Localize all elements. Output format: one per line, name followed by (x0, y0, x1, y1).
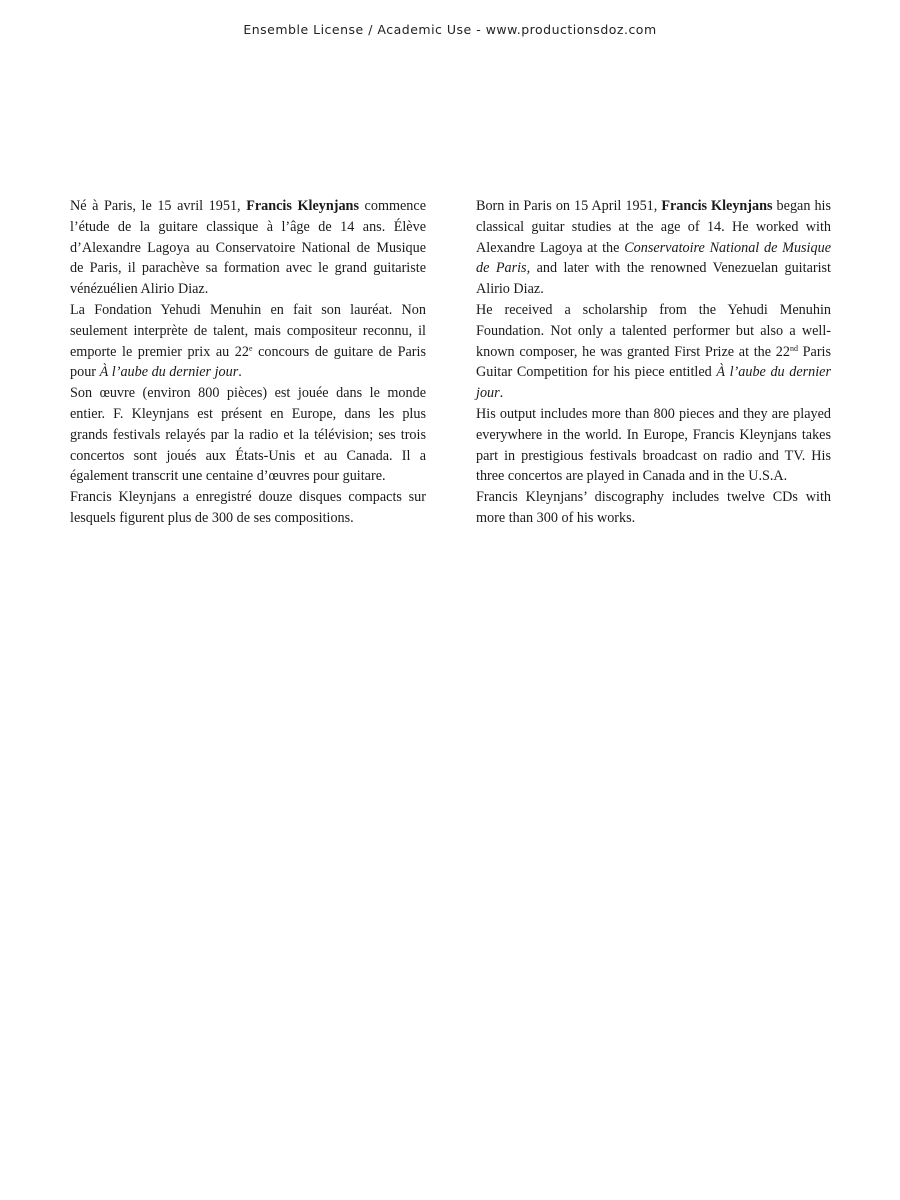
french-paragraph-3: Son œuvre (environ 800 pièces) est jouée dans le monde entier. F. Kleynjans est présent en Europe, dans les plus grands festivals relayés par la radio et la télévision; ses trois concertos sont joués aux États-Unis et au Canada. Il a également transcrit une centaine d’œuvres pour guitare. (70, 385, 426, 485)
text-segment: Born in Paris on 15 April 1951, (476, 198, 662, 214)
text-segment: Paris Guitar Competition for his piece entitled (476, 343, 832, 381)
french-paragraph-1 (70, 196, 426, 300)
french-paragraph-2 (70, 300, 426, 383)
biography-english-column (476, 196, 831, 529)
text-segment: concours de guitare de Paris pour (70, 343, 426, 381)
text-segment: Né à Paris, le 15 avril 1951, (70, 198, 247, 214)
ordinal-suffix: nd (789, 343, 798, 353)
english-paragraph-4: Francis Kleynjans’ discography includes twelve CDs with more than 300 of his works. (476, 489, 831, 526)
license-header: Ensemble License / Academic Use - www.productionsdoz.com (243, 22, 657, 37)
composer-name: Francis Kleynjans (246, 198, 359, 214)
text-segment: began his classical guitar studies at the age of 14. He worked with Alexandre Lagoya at the (476, 198, 832, 256)
ordinal-suffix: e (248, 343, 253, 353)
composer-name: Francis Kleynjans (661, 198, 773, 214)
english-paragraph-3: His output includes more than 800 pieces and they are played everywhere in the world. In Europe, Francis Kleynjans takes part in prestigious festivals broadcast on radio and TV. His three concertos are played in Canada and in the U.S.A. (476, 405, 831, 485)
text-segment: La Fondation Yehudi Menuhin en fait son lauréat. Non seulement interprète de talent, mais compositeur reconnu, il emporte le premier prix au 22 (70, 301, 426, 360)
piece-title: À l’aube du dernier jour (476, 364, 831, 402)
text-segment: . (499, 385, 504, 402)
text-segment: commence l’étude de la guitare classique à l’âge de 14 ans. Élève d’Alexandre Lagoya au Conservatoire National de Musique de Paris, il parachève sa formation avec le grand guitariste vénézuélien Alirio Diaz. (70, 198, 426, 298)
text-segment: and later with the renowned Venezuelan guitarist Alirio Diaz. (476, 260, 831, 298)
french-paragraph-4: Francis Kleynjans a enregistré douze disques compacts sur lesquels figurent plus de 300 de ses compositions. (70, 489, 426, 526)
english-paragraph-2 (476, 300, 831, 404)
institution-name: Conservatoire National de Musique de Paris, (476, 239, 831, 277)
text-segment: He received a scholarship from the Yehudi Menuhin Foundation. Not only a talented performer but also a well-known composer, he was granted First Prize at the 22 (476, 301, 831, 360)
piece-title: À l’aube du dernier jour (99, 364, 239, 381)
english-paragraph-1 (476, 196, 831, 300)
biography-french-column (70, 196, 426, 529)
text-segment: . (238, 364, 242, 381)
